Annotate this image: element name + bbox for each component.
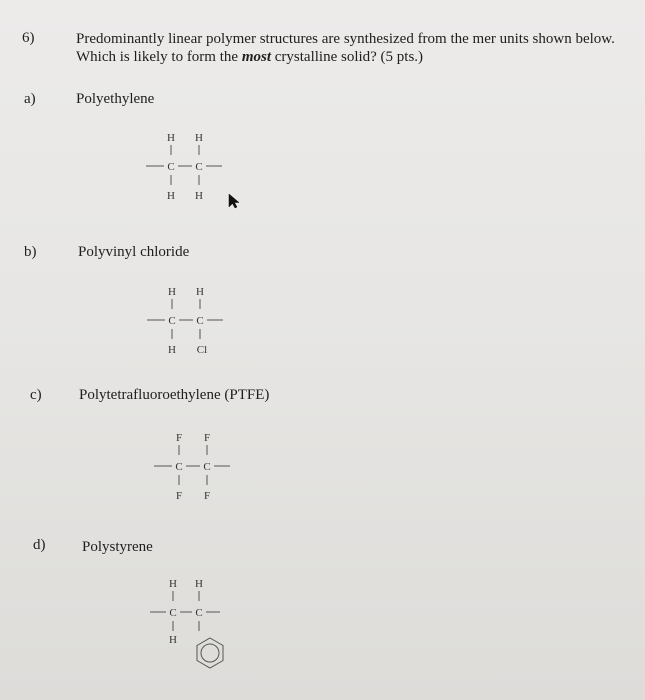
atom-top-left: H [168, 286, 176, 298]
carbon-left: C [175, 461, 183, 473]
carbon-right: C [203, 461, 211, 473]
polystyrene-structure [147, 574, 247, 694]
atom-top-left: H [169, 578, 177, 590]
benzene-ring-icon [197, 638, 223, 668]
option-d-letter: d) [33, 537, 46, 553]
option-b-letter: b) [24, 244, 37, 260]
polyethylene-structure [142, 128, 232, 218]
question-number: 6) [22, 30, 35, 46]
atom-bottom-right: F [203, 490, 211, 502]
carbon-left: C [168, 315, 176, 327]
polyvinyl-chloride-structure [143, 282, 233, 372]
carbon-right: C [195, 161, 203, 173]
option-b-name: Polyvinyl chloride [78, 244, 190, 260]
mouse-cursor-icon [228, 193, 242, 209]
atom-bottom-right: H [195, 190, 203, 202]
atom-bottom-left: F [175, 490, 183, 502]
atom-bottom-left: H [169, 634, 177, 646]
option-a-name: Polyethylene [76, 91, 155, 107]
atom-top-right: H [195, 132, 203, 144]
carbon-right: C [195, 607, 203, 619]
carbon-left: C [169, 607, 177, 619]
option-c-letter: c) [30, 387, 42, 403]
question-emphasis: most [241, 49, 271, 65]
carbon-left: C [167, 161, 175, 173]
option-c-name: Polytetrafluoroethylene (PTFE) [79, 387, 270, 403]
option-d-name: Polystyrene [82, 539, 153, 555]
question-text [76, 30, 631, 66]
atom-bottom-left: H [167, 190, 175, 202]
ptfe-structure [151, 428, 241, 518]
carbon-right: C [196, 315, 204, 327]
question-text-part2: crystalline solid? (5 pts.) [271, 49, 424, 65]
atom-top-left: F [175, 432, 183, 444]
atom-top-right: F [203, 432, 211, 444]
question-text-part1: Predominantly linear polymer structures are synthesized from the mer units shown below. Which is likely to form the [76, 31, 615, 65]
atom-bottom-right: Cl [196, 344, 208, 356]
atom-bottom-left: H [168, 344, 176, 356]
atom-top-right: H [195, 578, 203, 590]
option-a-letter: a) [24, 91, 36, 107]
atom-top-left: H [167, 132, 175, 144]
atom-top-right: H [196, 286, 204, 298]
